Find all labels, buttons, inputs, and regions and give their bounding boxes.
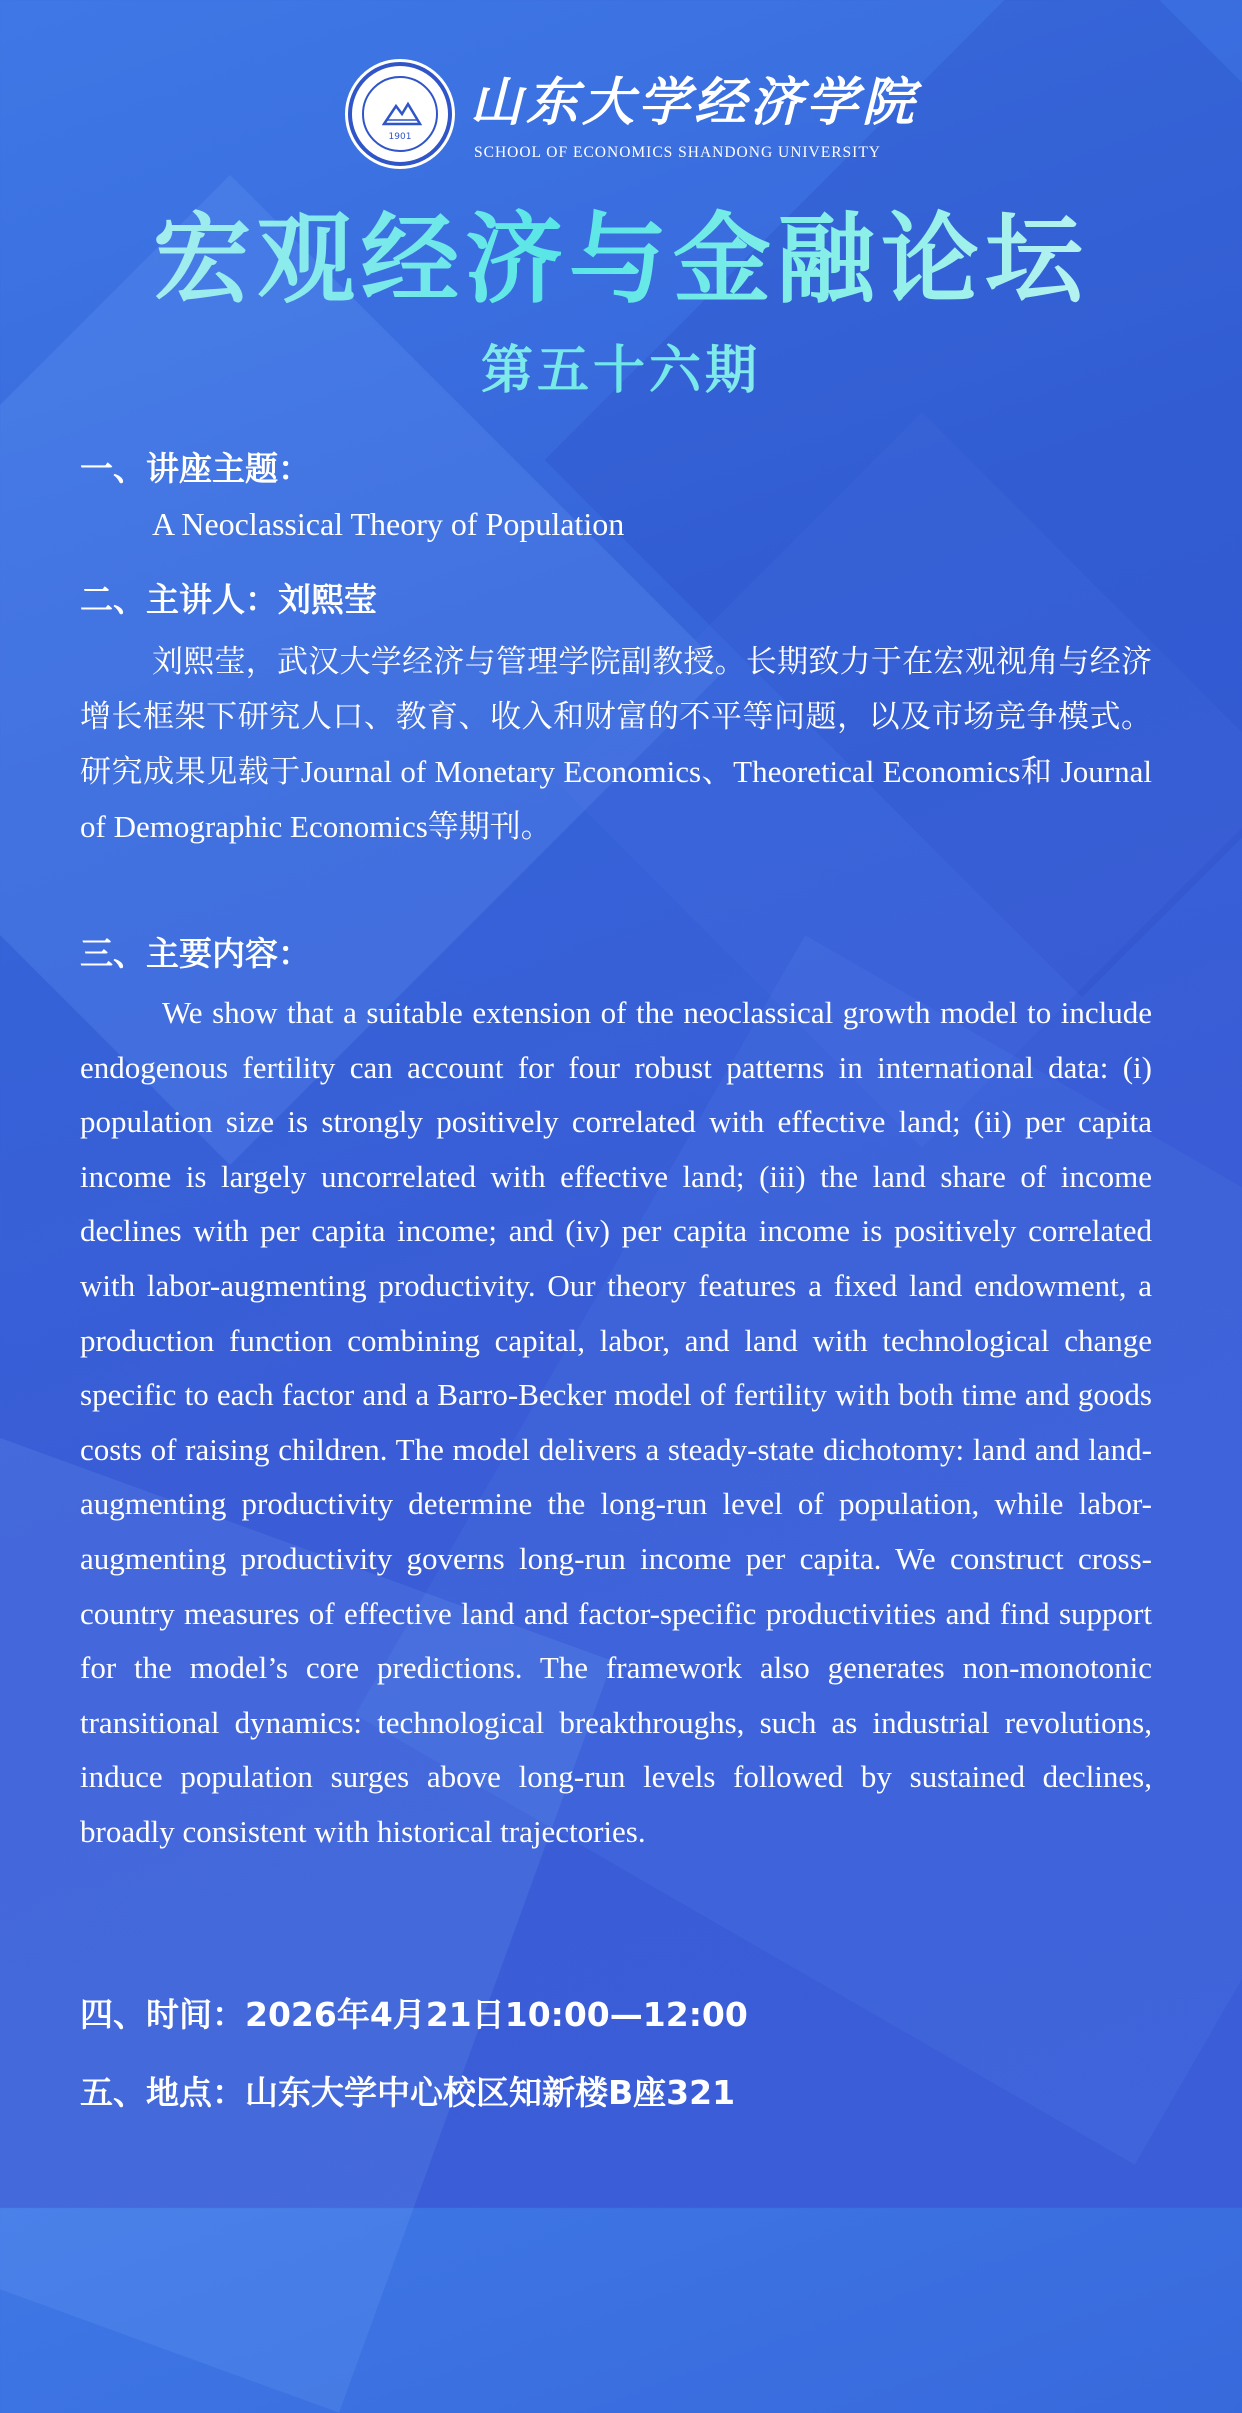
page-title: 宏观经济与金融论坛 <box>0 200 1242 320</box>
topic-heading: 一、讲座主题： <box>80 449 311 488</box>
brand-subtitle: SCHOOL OF ECONOMICS SHANDONG UNIVERSITY <box>474 144 882 161</box>
university-logo-icon <box>348 62 452 166</box>
time-line: 四、时间：2026年4月21日10:00—12:00 <box>80 1995 748 2034</box>
location-line: 五、地点：山东大学中心校区知新楼B座321 <box>80 2073 736 2112</box>
mountain-icon <box>382 100 422 126</box>
topic-text: A Neoclassical Theory of Population <box>152 506 625 542</box>
speaker-bio: 刘熙莹，武汉大学经济与管理学院副教授。长期致力于在宏观视角与经济增长框架下研究人口、教育、收入和财富的不平等问题，以及市场竞争模式。研究成果见载于Journal of Monetary Economics、Theoretical Economics和 Journal of Demographic Economics等期刊。 <box>80 644 1152 844</box>
content-heading: 三、主要内容： <box>80 934 311 973</box>
abstract-text: We show that a suitable extension of the neoclassical growth model to include endogenous fertility can account for four robust patterns in international data: (i) population size is strongly positively correlated with effective land; (ii) per capita income is largely uncorrelated with effective land; (iii) the land share of income declines with per capita income; and (iv) per capita income is positively correlated with labor-augmenting productivity. Our theory features a fixed land endowment, a production function combining capital, labor, and land with technological change specific to each factor and a Barro-Becker model of fertility with both time and goods costs of raising children. The model delivers a steady-state dichotomy: land and land-augmenting productivity determine the long-run level of population, while labor-augmenting productivity governs long-run income per capita. We construct cross-country measures of effective land and factor-specific productivities and find support for the model’s core predictions. The framework also generates non-monotonic transitional dynamics: technological breakthroughs, such as industrial revolutions, induce population surges above long-run levels followed by sustained declines, broadly consistent with historical trajectories. <box>80 995 1152 1849</box>
speaker-heading: 二、主讲人：刘熙莹 <box>80 580 377 619</box>
logo-year: 1901 <box>388 132 412 142</box>
issue-number: 第五十六期 <box>0 336 1242 406</box>
brand-title: 山东大学经济学院 <box>470 72 919 133</box>
header <box>0 56 1242 176</box>
